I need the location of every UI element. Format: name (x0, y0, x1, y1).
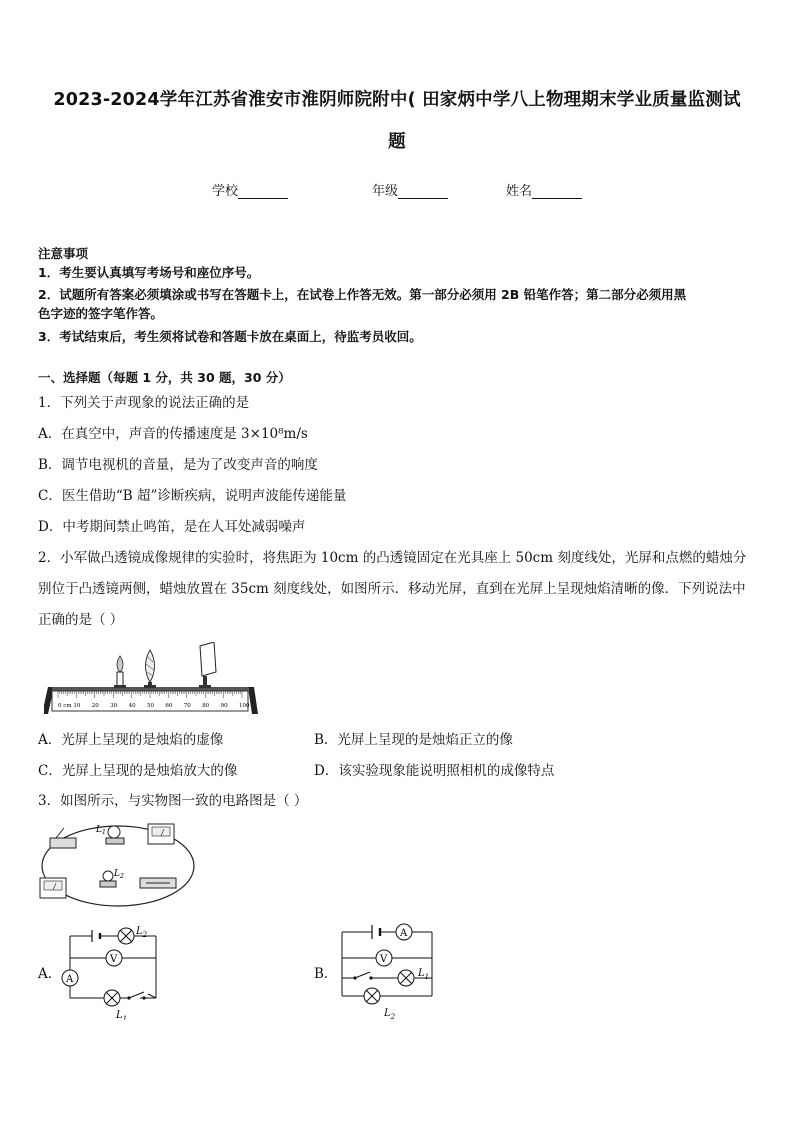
exam-title-line1: 2023-2024学年江苏省淮安市淮阴师院附中( 田家炳中学八上物理期末学业质量监测试 (53, 90, 741, 110)
q3-option-b-label: B． (314, 966, 338, 982)
ruler-label: 60 (165, 703, 173, 709)
voltmeter-icon (376, 950, 392, 966)
lamp-l1-icon (95, 825, 124, 844)
svg-text:L1: $L_1$ (96, 825, 106, 836)
svg-text:L2: $L_2$ (384, 1008, 396, 1021)
q3-stem: 3．如图所示，与实物图一致的电路图是（ ） (38, 793, 308, 809)
note-item-3: 3．考试结束后，考生须将试卷和答题卡放在桌面上，待监考员收回。 (38, 329, 422, 344)
ruler-label: 10 (73, 703, 81, 709)
svg-text:V: V (110, 954, 118, 965)
ruler-label: 20 (91, 703, 99, 709)
switch-icon (353, 972, 372, 980)
voltmeter-icon (40, 878, 66, 898)
light-screen-icon (199, 642, 216, 688)
circuit-diagram-b (332, 918, 444, 1022)
optical-bench-figure (44, 642, 260, 714)
ruler-label: 30 (110, 703, 118, 709)
q1-option-a: A．在真空中，声音的传播速度是 3×10⁸m/s (38, 426, 308, 442)
q2-option-d: D．该实验现象能说明照相机的成像特点 (314, 763, 555, 779)
ruler-label: 0 cm (58, 703, 72, 709)
name-field[interactable]: 姓名 (506, 180, 582, 199)
exam-title-line2: 题 (388, 132, 406, 152)
note-item-2: 2．试题所有答案必须填涂或书写在答题卡上，在试卷上作答无效。第一部分必须用 2B 铅笔作答；第二部分必须用黑 (38, 287, 687, 302)
switch-icon (127, 992, 145, 1000)
convex-lens-icon (144, 650, 156, 688)
switch-icon (140, 878, 176, 888)
notes-heading: 注意事项 (38, 246, 89, 261)
q2-option-a: A．光屏上呈现的是烛焰的虚像 (38, 732, 224, 748)
candle-icon (114, 656, 126, 688)
svg-text:A: A (66, 974, 74, 985)
ruler-label: 80 (202, 703, 210, 709)
q1-option-d: D．中考期间禁止鸣笛，是在人耳处减弱噪声 (38, 519, 306, 535)
svg-text:L2: $L_2$ (136, 926, 148, 939)
voltmeter-icon (106, 950, 122, 966)
school-field[interactable]: 学校 (212, 180, 288, 199)
ammeter-icon (148, 824, 174, 844)
svg-text:L2: $L_2$ (114, 869, 124, 880)
q2-stem-line1: 2．小军做凸透镜成像规律的实验时，将焦距为 10cm 的凸透镜固定在光具座上 50cm 刻度线处，光屏和点燃的蜡烛分 (38, 550, 747, 566)
battery-box-icon (50, 828, 76, 848)
q1-option-b: B．调节电视机的音量，是为了改变声音的响度 (38, 457, 318, 473)
circuit-diagram-a (56, 926, 168, 1020)
svg-text:V: V (380, 954, 388, 965)
svg-text:A: A (400, 928, 408, 939)
q1-option-c: C．医生借助“B 超”诊断疾病，说明声波能传递能量 (38, 488, 347, 504)
grade-field[interactable]: 年级 (372, 180, 448, 199)
physical-circuit-figure (36, 818, 196, 914)
q2-stem-line2: 别位于凸透镜两侧，蜡烛放置在 35cm 刻度线处，如图所示．移动光屏，直到在光屏上呈现烛焰清晰的像．下列说法中 (38, 581, 746, 597)
ruler-label: 50 (147, 703, 154, 709)
lamp-l1-icon (104, 990, 120, 1006)
ammeter-icon (396, 924, 412, 940)
lamp-l1-icon (398, 970, 414, 986)
svg-text:L1: $L_1$ (418, 968, 430, 981)
section-heading: 一、选择题（每题 1 分，共 30 题，30 分） (38, 370, 291, 385)
ruler-label: 40 (128, 703, 136, 709)
q2-option-c: C．光屏上呈现的是烛焰放大的像 (38, 763, 238, 779)
lamp-l2-icon (118, 928, 134, 944)
note-item-2-cont: 色字迹的签字笔作答。 (38, 306, 164, 321)
q2-stem-line3: 正确的是（ ） (38, 612, 124, 628)
ruler-label: 90 (220, 703, 228, 709)
ruler-label: 70 (183, 703, 191, 709)
note-item-1: 1．考生要认真填写考场号和座位序号。 (38, 265, 260, 280)
bench-right-leg (248, 687, 258, 714)
q1-stem: 1．下列关于声现象的说法正确的是 (38, 395, 250, 411)
ammeter-icon (62, 970, 78, 986)
q3-option-a-label: A． (38, 966, 62, 982)
lamp-l2-icon (100, 869, 124, 887)
ruler-label: 100 (239, 703, 250, 709)
lamp-l2-icon (364, 988, 380, 1004)
svg-text:L1: $L_1$ (116, 1010, 128, 1020)
q2-option-b: B．光屏上呈现的是烛焰正立的像 (314, 732, 513, 748)
